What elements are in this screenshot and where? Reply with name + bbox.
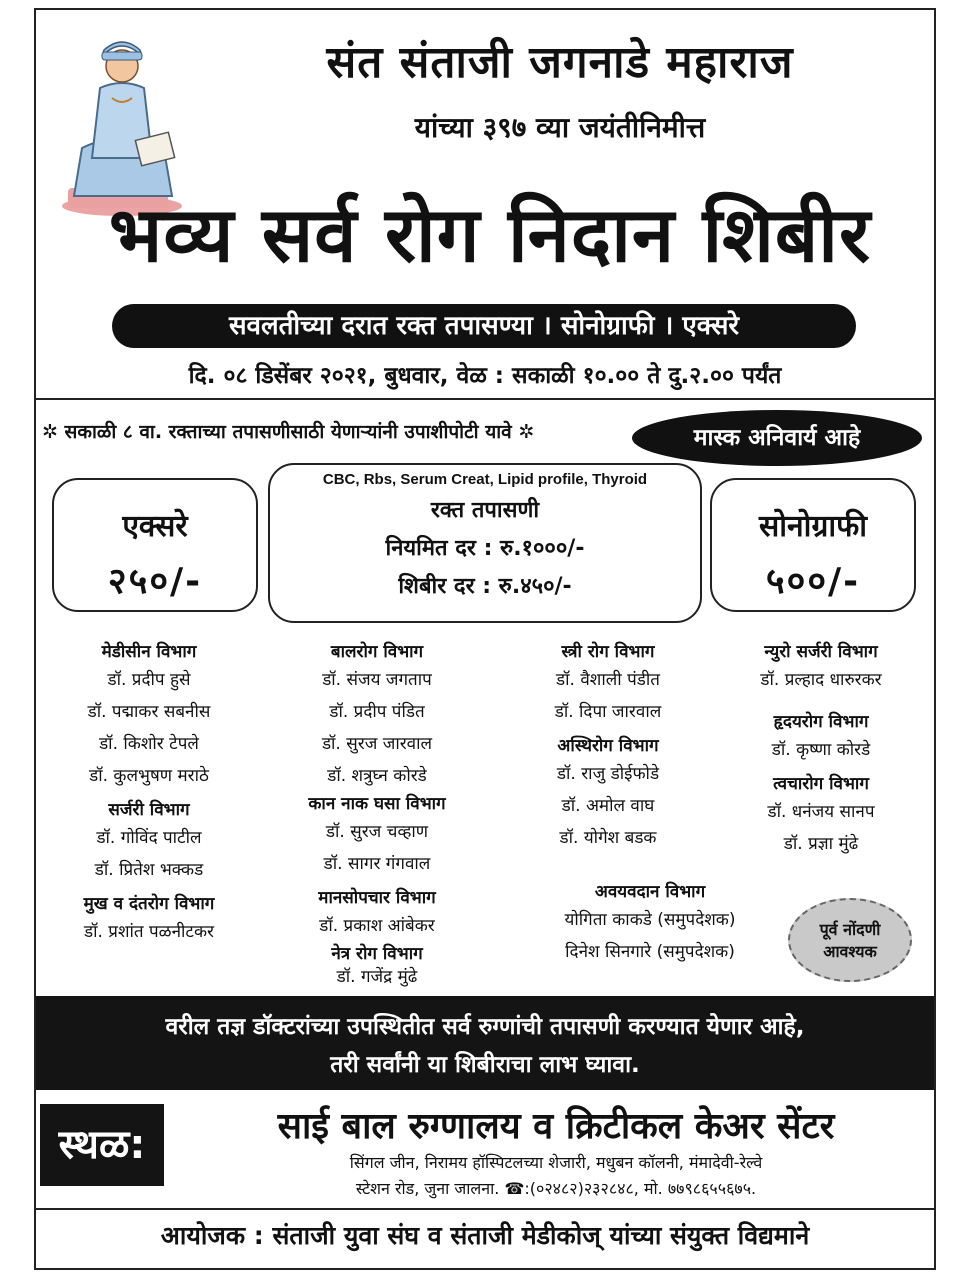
xray-price: २५०/- bbox=[107, 561, 203, 602]
department-column-4 bbox=[716, 640, 926, 860]
department-organ-donation bbox=[500, 880, 800, 968]
dept-dermatology: त्वचारोग विभाग bbox=[773, 774, 869, 794]
blood-test-list: CBC, Rbs, Serum Creat, Lipid profile, Thyroid bbox=[322, 471, 648, 488]
doctor-name: डॉ. वैशाली पंडीत bbox=[556, 670, 660, 690]
doctor-name: डॉ. शत्रुघ्न कोरडे bbox=[327, 766, 427, 786]
date-time-line: दि. ०८ डिसेंबर २०२१, बुधवार, वेळ : सकाळी १०.०० ते दु.२.०० पर्यंत bbox=[188, 363, 782, 389]
blood-regular-rate: नियमित दर : रु.१०००/- bbox=[385, 536, 585, 561]
sonography-price-box bbox=[710, 478, 916, 612]
divider-top bbox=[36, 398, 934, 400]
doctor-name: डॉ. कृष्णा कोरडे bbox=[771, 740, 871, 760]
mask-mandatory-badge: मास्क अनिवार्य आहे bbox=[632, 410, 922, 466]
closing-line-1: वरील तज्ञ डॉक्टरांच्या उपस्थितीत सर्व रुग्णांची तपासणी करण्यात येणार आहे, bbox=[165, 1014, 805, 1040]
blood-camp-rate: शिबीर दर : रु.४५०/- bbox=[398, 574, 572, 599]
doctor-name: डॉ. गजेंद्र मुंढे bbox=[336, 967, 418, 987]
counselor-name: दिनेश सिनगारे (समुपदेशक) bbox=[565, 942, 735, 962]
xray-price-box bbox=[52, 478, 258, 612]
dept-medicine: मेडीसीन विभाग bbox=[101, 642, 197, 662]
seal-line-1: पूर्व नोंदणी bbox=[819, 920, 881, 939]
dept-neurosurgery: न्युरो सर्जरी विभाग bbox=[764, 642, 878, 662]
department-column-2 bbox=[266, 640, 488, 988]
doctor-name: डॉ. प्रदीप पंडित bbox=[329, 702, 425, 722]
counselor-name: योगिता काकडे (समुपदेशक) bbox=[564, 910, 736, 930]
doctor-name: डॉ. प्रदीप हुसे bbox=[107, 670, 191, 690]
title-camp: भव्य सर्व रोग निदान शिबीर bbox=[108, 190, 872, 279]
doctor-name: डॉ. कुलभुषण मराठे bbox=[89, 766, 209, 786]
dept-organ-donation: अवयवदान विभाग bbox=[594, 882, 706, 902]
dept-surgery: सर्जरी विभाग bbox=[108, 800, 190, 820]
doctor-name: डॉ. प्रशांत पळनीटकर bbox=[83, 922, 215, 942]
title-anniversary: यांच्या ३९७ व्या जयंतीनिमीत्त bbox=[414, 111, 706, 144]
doctor-name: डॉ. प्रितेश भक्कड bbox=[94, 860, 204, 880]
dept-orthopedics: अस्थिरोग विभाग bbox=[557, 736, 659, 756]
seal-line-2: आवश्यक bbox=[823, 942, 877, 961]
doctor-name: डॉ. धनंजय सानप bbox=[767, 802, 875, 822]
venue-label: स्थळ: bbox=[40, 1104, 164, 1186]
venue-address bbox=[186, 1150, 926, 1202]
doctor-name: डॉ. प्रकाश आंबेकर bbox=[319, 916, 435, 936]
sonography-price: ५००/- bbox=[765, 561, 861, 602]
dept-ent: कान नाक घसा विभाग bbox=[308, 794, 446, 814]
doctor-name: डॉ. दिपा जारवाल bbox=[554, 702, 662, 722]
dept-psychiatry: मानसोपचार विभाग bbox=[318, 888, 436, 908]
doctor-name: डॉ. अमोल वाघ bbox=[561, 796, 655, 816]
dept-dental: मुख व दंतरोग विभाग bbox=[83, 894, 215, 914]
dept-cardiology: हृदयरोग विभाग bbox=[773, 712, 869, 732]
dept-gynecology: स्त्री रोग विभाग bbox=[561, 642, 655, 662]
doctor-name: डॉ. किशोर टेपले bbox=[99, 734, 199, 754]
prior-registration-seal bbox=[788, 898, 912, 982]
doctor-name: डॉ. प्रज्ञा मुंढे bbox=[783, 834, 859, 854]
department-column-1 bbox=[44, 640, 254, 948]
blood-test-title: रक्त तपासणी bbox=[430, 498, 540, 523]
closing-message-band bbox=[36, 996, 934, 1090]
dept-pediatrics: बालरोग विभाग bbox=[330, 642, 424, 662]
dept-ophthalmology: नेत्र रोग विभाग bbox=[331, 944, 423, 964]
divider-bottom bbox=[36, 1208, 934, 1210]
doctor-name: डॉ. प्रल्हाद धारुरकर bbox=[760, 670, 882, 690]
doctor-name: डॉ. सुरज जारवाल bbox=[321, 734, 433, 754]
xray-title: एक्सरे bbox=[122, 509, 188, 544]
doctor-name: डॉ. सागर गंगवाल bbox=[323, 854, 431, 874]
doctor-name: डॉ. संजय जगताप bbox=[322, 670, 432, 690]
doctor-name: डॉ. सुरज चव्हाण bbox=[325, 822, 429, 842]
title-saint-name: संत संताजी जगनाडे महाराज bbox=[326, 37, 794, 88]
venue-address-line-1: सिंगल जीन, निरामय हॉस्पिटलच्या शेजारी, मधुबन कॉलनी, मंमादेवी-रेल्वे bbox=[349, 1153, 763, 1172]
venue-address-line-2: स्टेशन रोड, जुना जालना. ☎:(०२४८२)२३२८४८, मो. ७७९८६५५६७५. bbox=[355, 1179, 757, 1198]
fasting-note: ✲ सकाळी ८ वा. रक्ताच्या तपासणीसाठी येणाऱ्यांनी उपाशीपोटी यावे ✲ bbox=[42, 421, 535, 443]
doctor-name: डॉ. योगेश बडक bbox=[559, 828, 657, 848]
services-bar: सवलतीच्या दरात रक्त तपासण्या । सोनोग्राफी । एक्सरे bbox=[112, 304, 856, 348]
venue-name: साई बाल रुग्णालय व क्रिटीकल केअर सेंटर bbox=[277, 1106, 835, 1147]
organizer-line: आयोजक : संताजी युवा संघ व संताजी मेडीकोज् यांच्या संयुक्त विद्यमाने bbox=[160, 1221, 810, 1250]
sonography-title: सोनोग्राफी bbox=[758, 509, 868, 544]
closing-line-2: तरी सर्वांनी या शिबीराचा लाभ घ्यावा. bbox=[330, 1052, 640, 1078]
blood-test-box bbox=[268, 463, 702, 623]
doctor-name: डॉ. गोविंद पाटील bbox=[96, 828, 202, 848]
doctor-name: डॉ. पद्माकर सबनीस bbox=[87, 702, 211, 722]
department-column-3 bbox=[508, 640, 708, 854]
doctor-name: डॉ. राजु डोईफोडे bbox=[556, 764, 660, 784]
